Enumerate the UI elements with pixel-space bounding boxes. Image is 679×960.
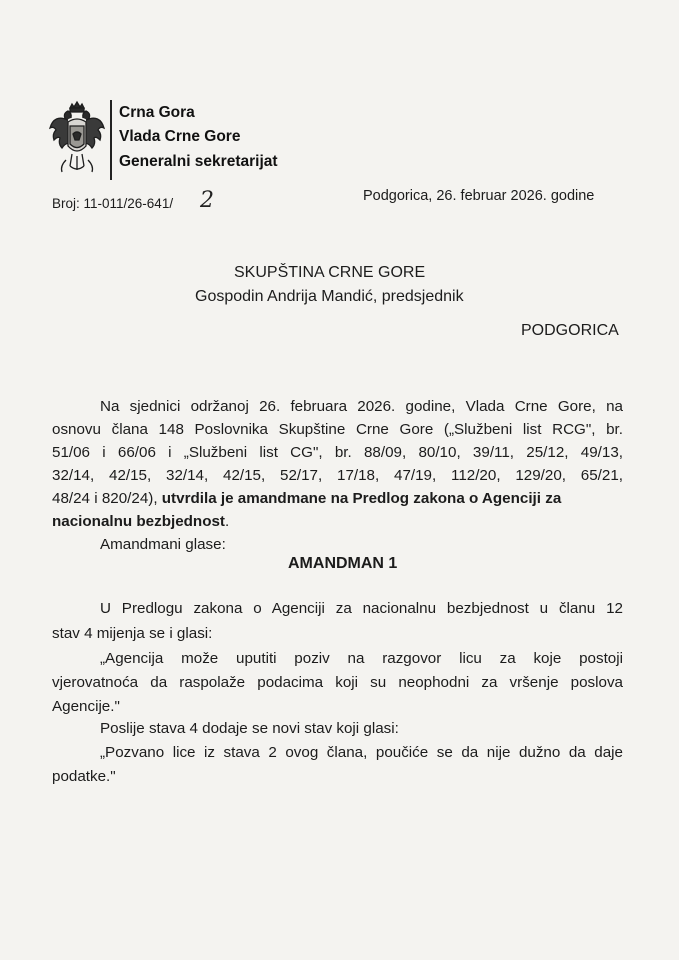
government-name: Vlada Crne Gore: [119, 128, 241, 145]
amendment-quote1-line1: „Agencija može uputiti poziv na razgovor licu za koje postoji: [100, 650, 623, 667]
header-divider: [110, 100, 112, 180]
amendment-quote2-line1: „Pozvano lice iz stava 2 ovog člana, poučiće se da nije dužno da daje: [100, 744, 623, 761]
amendment-p2: Poslije stava 4 dodaje se novi stav koji glasi:: [100, 720, 399, 737]
amendment-p1-line2: stav 4 mijenja se i glasi:: [52, 625, 213, 642]
intro-line-2: osnovu člana 148 Poslovnika Skupštine Crne Gore („Službeni list RCG", br.: [52, 421, 623, 438]
montenegro-coat-of-arms-icon: [48, 100, 106, 178]
department-name: Generalni sekretarijat: [119, 153, 278, 170]
amendment-quote2-line2: podatke.": [52, 768, 116, 785]
reference-number-handwritten: 2: [200, 188, 214, 213]
intro-line-5-plain: 48/24 i 820/24),: [52, 490, 162, 507]
amendments-intro: Amandmani glase:: [100, 536, 226, 553]
country-name: Crna Gora: [119, 104, 195, 121]
place-and-date: Podgorica, 26. februar 2026. godine: [363, 188, 595, 204]
recipient-person: Gospodin Andrija Mandić, predsjednik: [195, 288, 464, 305]
recipient-city: PODGORICA: [521, 322, 619, 339]
amendment-quote1-line2: vjerovatnoća da raspolaže podacima koji su neophodni za vršenje poslova: [52, 674, 623, 691]
intro-line-1: Na sjednici održanoj 26. februara 2026. godine, Vlada Crne Gore, na: [100, 398, 623, 415]
amendment-p1-line1: U Predlogu zakona o Agenciji za nacionalnu bezbjednost u članu 12: [100, 600, 623, 617]
recipient-institution: SKUPŠTINA CRNE GORE: [234, 264, 426, 281]
intro-line-4: 32/14, 42/15, 32/14, 42/15, 52/17, 17/18, 47/19, 112/20, 129/20, 65/21,: [52, 467, 623, 484]
intro-line-6: [52, 513, 229, 530]
intro-line-5-bold: utvrdila je amandmane na Predlog zakona o Agenciji za: [161, 490, 562, 507]
amendment-quote1-line3: Agencije.": [52, 698, 120, 715]
intro-line-6-plain: .: [224, 513, 230, 530]
intro-line-3: 51/06 i 66/06 i „Službeni list CG", br. 88/09, 80/10, 39/11, 25/12, 49/13,: [52, 444, 623, 461]
intro-line-6-bold: nacionalnu bezbjednost: [52, 513, 225, 530]
reference-number: Broj: 11-011/26-641/: [52, 196, 174, 211]
intro-line-5: [52, 490, 561, 507]
amendment-title: AMANDMAN 1: [288, 555, 398, 572]
